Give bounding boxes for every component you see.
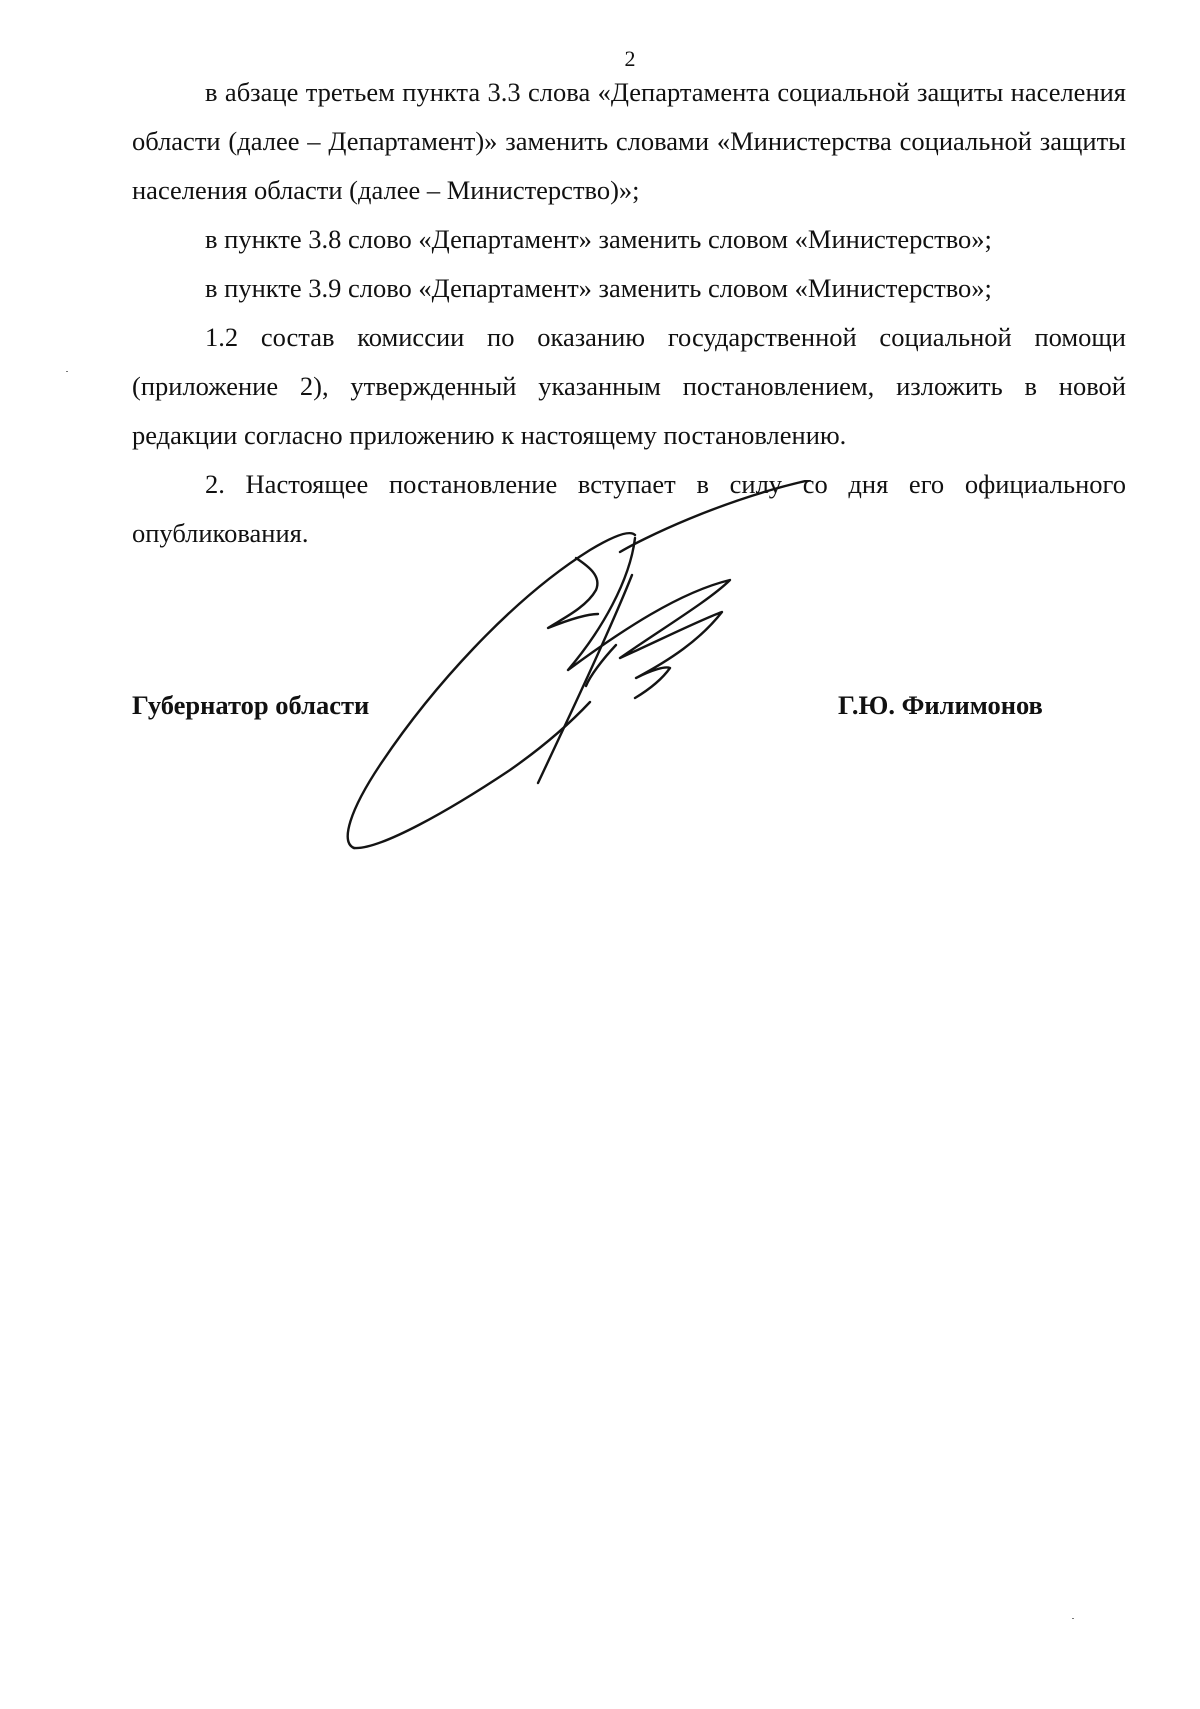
paragraph-clause-3-9: в пункте 3.9 слово «Департамент» заменить словом «Министерство»; xyxy=(205,273,992,303)
signer-title: Губернатор области xyxy=(132,690,370,720)
paragraph-clause-3-8: в пункте 3.8 слово «Департамент» заменить словом «Министерство»; xyxy=(205,224,992,254)
page-number: 2 xyxy=(624,46,636,71)
signature-stroke-descender xyxy=(538,575,632,783)
paragraph-clause-3-3: в абзаце третьем пункта 3.3 слова «Департамента социальной защиты населения области (далее – Департамент)» заменить словами «Министерства социальной защиты населения области (далее – Министерство)»; xyxy=(132,77,1126,205)
paragraph-entry-into-force: 2. Настоящее постановление вступает в силу со дня его официального опубликования. xyxy=(132,469,1126,548)
signature-stroke-hook xyxy=(548,558,598,628)
signature-stroke-tail xyxy=(586,645,616,686)
paragraph-commission-composition: 1.2 состав комиссии по оказанию государственной социальной помощи (приложение 2), утвержденный указанным постановлением, изложить в новой редакции согласно приложению к настоящему постановлению. xyxy=(132,322,1126,450)
scan-speck xyxy=(66,371,68,372)
scan-speck xyxy=(1072,1618,1074,1619)
signature-stroke-zigzag xyxy=(568,538,730,698)
document-body xyxy=(132,68,1126,558)
signature-block xyxy=(132,690,1126,730)
signer-name: Г.Ю. Филимонов xyxy=(838,690,1043,720)
